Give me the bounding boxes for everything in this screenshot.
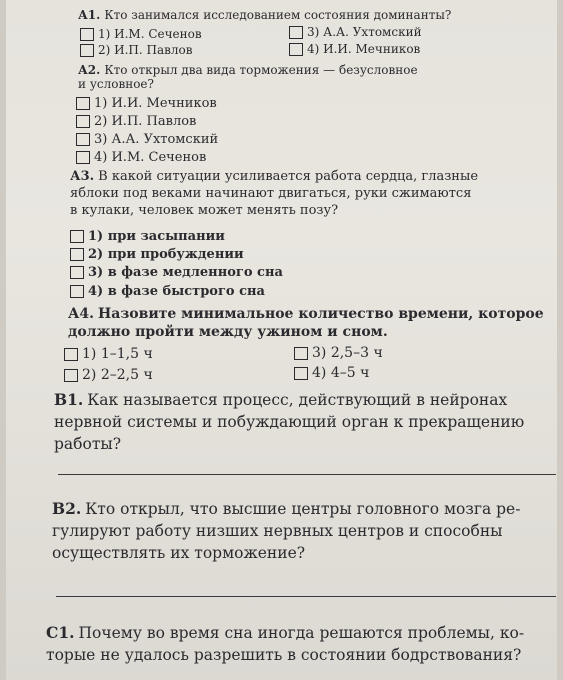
answer-option-a2-2[interactable] [76, 114, 196, 129]
checkbox[interactable] [76, 133, 90, 146]
question-b1 [54, 389, 524, 455]
option-label: 3) А.А. Ухтомский [307, 25, 422, 39]
answer-option-a4-2[interactable] [64, 367, 153, 383]
checkbox[interactable] [70, 248, 84, 261]
option-label: 2) И.П. Павлов [94, 114, 197, 129]
answer-option-a3-4[interactable] [70, 284, 265, 299]
answer-option-a2-1[interactable] [76, 96, 217, 111]
question-number: В2. [52, 499, 82, 518]
checkbox[interactable] [76, 115, 90, 128]
question-c1 [46, 622, 524, 666]
checkbox[interactable] [80, 28, 94, 41]
answer-option-a4-1[interactable] [64, 346, 153, 362]
checkbox[interactable] [294, 367, 308, 380]
question-number: А3. [70, 169, 95, 184]
option-label: 4) в фазе быстрого сна [88, 284, 265, 299]
question-text-line3: в кулаки, человек может менять позу? [70, 202, 339, 218]
answer-option-a3-3[interactable] [70, 265, 283, 280]
question-text-line1: Кто открыл два вида торможения — безусловное [104, 63, 418, 77]
checkbox[interactable] [70, 266, 84, 279]
question-text-line2: нервной системы и побуждающий орган к прекращению [54, 413, 525, 431]
question-text-line2: гулируют работу низших нервных центров и способны [52, 522, 503, 540]
answer-option-a2-4[interactable] [76, 150, 206, 165]
checkbox[interactable] [70, 285, 84, 298]
question-text-line2: должно пройти между ужином и сном. [68, 324, 388, 341]
question-text-line3: осуществлять их торможение? [52, 544, 306, 562]
answer-option-a3-1[interactable] [70, 229, 225, 244]
option-label: 1) 1–1,5 ч [82, 346, 153, 362]
checkbox[interactable] [289, 26, 303, 39]
question-text-line2: яблоки под веками начинают двигаться, руки сжимаются [70, 185, 472, 201]
option-label: 3) 2,5–3 ч [312, 345, 383, 361]
answer-option-a1-2[interactable] [80, 43, 192, 57]
question-a3 [70, 169, 478, 220]
question-text-line1: Как называется процесс, действующий в нейронах [87, 391, 508, 409]
answer-option-a2-3[interactable] [76, 132, 218, 147]
answer-option-a4-3[interactable] [294, 345, 383, 361]
option-label: 2) И.П. Павлов [98, 43, 193, 57]
option-label: 3) А.А. Ухтомский [94, 132, 219, 147]
option-label: 4) И.И. Мечников [307, 42, 421, 56]
question-text-line1: В какой ситуации усиливается работа сердца, глазные [98, 169, 479, 184]
answer-line-b2[interactable] [56, 596, 556, 597]
question-number: А4. [68, 306, 95, 322]
checkbox[interactable] [76, 97, 90, 110]
option-label: 2) при пробуждении [88, 247, 244, 262]
question-number: С1. [46, 623, 75, 642]
answer-option-a4-4[interactable] [294, 365, 369, 381]
checkbox[interactable] [289, 43, 303, 56]
question-text-line1: Назовите минимальное количество времени, которое [98, 306, 544, 322]
checkbox[interactable] [70, 230, 84, 243]
question-text-line1: Почему во время сна иногда решаются проблемы, ко- [78, 624, 525, 642]
question-text-line3: работы? [54, 435, 122, 453]
answer-option-a1-3[interactable] [289, 25, 422, 39]
question-text-line1: Кто открыл, что высшие центры головного мозга ре- [85, 500, 521, 518]
option-label: 2) 2–2,5 ч [82, 367, 153, 383]
option-label: 4) И.М. Сеченов [94, 150, 207, 165]
checkbox[interactable] [294, 347, 308, 360]
checkbox[interactable] [64, 369, 78, 382]
question-a2 [78, 64, 418, 92]
answer-line-b1[interactable] [58, 474, 556, 475]
question-text: Кто занимался исследованием состояния доминанты? [104, 8, 452, 22]
option-label: 1) И.И. Мечников [94, 96, 217, 111]
option-label: 3) в фазе медленного сна [88, 265, 283, 280]
question-b2 [52, 498, 520, 564]
question-number: А2. [78, 63, 101, 77]
question-a1 [78, 9, 451, 23]
answer-option-a1-1[interactable] [80, 27, 202, 41]
question-text-line2: торые не удалось разрешить в состоянии бодрствования? [46, 646, 522, 664]
option-label: 1) И.М. Сеченов [98, 27, 202, 41]
answer-option-a1-4[interactable] [289, 42, 420, 56]
question-number: А1. [78, 8, 101, 22]
checkbox[interactable] [76, 151, 90, 164]
question-a4 [68, 305, 544, 341]
checkbox[interactable] [80, 44, 94, 57]
question-text-line2: и условное? [78, 76, 154, 91]
option-label: 4) 4–5 ч [312, 365, 370, 381]
answer-option-a3-2[interactable] [70, 247, 244, 262]
checkbox[interactable] [64, 348, 78, 361]
question-number: В1. [54, 390, 84, 409]
worksheet-page [6, 0, 557, 680]
option-label: 1) при засыпании [88, 229, 225, 244]
